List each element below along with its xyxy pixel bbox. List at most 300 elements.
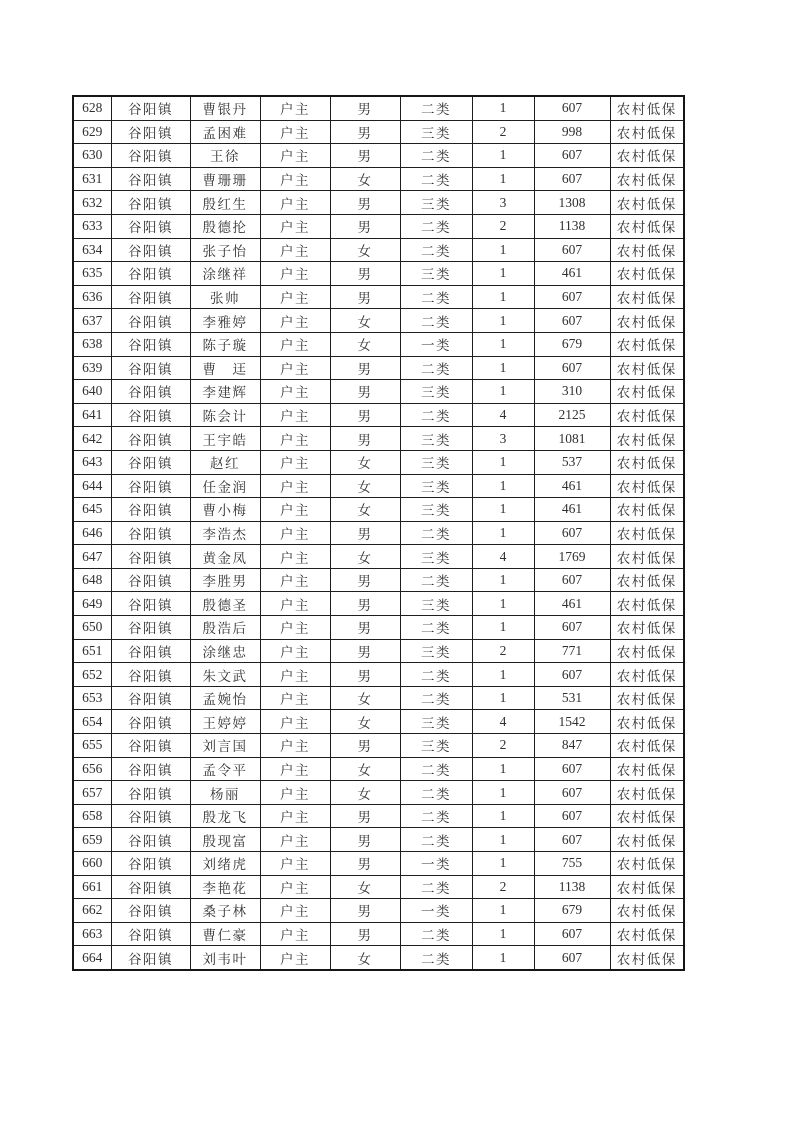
cell-aid-type: 农村低保	[610, 262, 684, 286]
cell-aid-type: 农村低保	[610, 120, 684, 144]
cell-gender: 女	[330, 757, 400, 781]
cell-aid-type: 农村低保	[610, 852, 684, 876]
cell-category: 三类	[400, 450, 472, 474]
cell-category: 三类	[400, 262, 472, 286]
cell-gender: 男	[330, 922, 400, 946]
cell-count: 1	[472, 498, 534, 522]
cell-amount: 607	[534, 781, 610, 805]
cell-relation: 户主	[260, 309, 330, 333]
cell-aid-type: 农村低保	[610, 804, 684, 828]
table-row	[73, 828, 684, 852]
cell-seq: 653	[73, 686, 111, 710]
table-row	[73, 120, 684, 144]
cell-amount: 607	[534, 238, 610, 262]
cell-aid-type: 农村低保	[610, 332, 684, 356]
cell-name: 陈会计	[190, 403, 260, 427]
table-row	[73, 899, 684, 923]
cell-relation: 户主	[260, 167, 330, 191]
cell-seq: 632	[73, 191, 111, 215]
cell-name: 李建辉	[190, 380, 260, 404]
cell-seq: 649	[73, 592, 111, 616]
table-row	[73, 427, 684, 451]
cell-relation: 户主	[260, 427, 330, 451]
cell-count: 1	[472, 852, 534, 876]
cell-seq: 650	[73, 616, 111, 640]
table-row	[73, 96, 684, 120]
cell-aid-type: 农村低保	[610, 498, 684, 522]
cell-aid-type: 农村低保	[610, 592, 684, 616]
cell-category: 二类	[400, 616, 472, 640]
table-row	[73, 144, 684, 168]
cell-name: 朱文武	[190, 663, 260, 687]
cell-count: 1	[472, 309, 534, 333]
cell-count: 1	[472, 262, 534, 286]
cell-aid-type: 农村低保	[610, 285, 684, 309]
cell-amount: 998	[534, 120, 610, 144]
cell-count: 1	[472, 96, 534, 120]
cell-count: 1	[472, 592, 534, 616]
cell-amount: 1542	[534, 710, 610, 734]
cell-gender: 男	[330, 804, 400, 828]
cell-town: 谷阳镇	[111, 120, 190, 144]
cell-category: 一类	[400, 332, 472, 356]
cell-relation: 户主	[260, 686, 330, 710]
cell-town: 谷阳镇	[111, 899, 190, 923]
cell-seq: 636	[73, 285, 111, 309]
cell-aid-type: 农村低保	[610, 427, 684, 451]
cell-relation: 户主	[260, 804, 330, 828]
cell-relation: 户主	[260, 144, 330, 168]
table-row	[73, 852, 684, 876]
cell-town: 谷阳镇	[111, 946, 190, 970]
table-row	[73, 262, 684, 286]
cell-town: 谷阳镇	[111, 191, 190, 215]
cell-gender: 男	[330, 427, 400, 451]
cell-name: 王徐	[190, 144, 260, 168]
cell-gender: 女	[330, 545, 400, 569]
cell-town: 谷阳镇	[111, 403, 190, 427]
cell-gender: 男	[330, 120, 400, 144]
cell-gender: 男	[330, 899, 400, 923]
cell-aid-type: 农村低保	[610, 922, 684, 946]
cell-seq: 642	[73, 427, 111, 451]
cell-relation: 户主	[260, 238, 330, 262]
cell-name: 殷德圣	[190, 592, 260, 616]
cell-name: 李胜男	[190, 568, 260, 592]
cell-seq: 639	[73, 356, 111, 380]
cell-category: 三类	[400, 592, 472, 616]
cell-relation: 户主	[260, 592, 330, 616]
cell-town: 谷阳镇	[111, 781, 190, 805]
cell-relation: 户主	[260, 852, 330, 876]
cell-name: 曹银丹	[190, 96, 260, 120]
cell-amount: 1308	[534, 191, 610, 215]
cell-name: 曹 迋	[190, 356, 260, 380]
cell-town: 谷阳镇	[111, 144, 190, 168]
cell-seq: 664	[73, 946, 111, 970]
table-row	[73, 356, 684, 380]
cell-name: 殷浩后	[190, 616, 260, 640]
cell-relation: 户主	[260, 568, 330, 592]
cell-name: 陈子璇	[190, 332, 260, 356]
cell-aid-type: 农村低保	[610, 639, 684, 663]
cell-aid-type: 农村低保	[610, 616, 684, 640]
table-row	[73, 592, 684, 616]
cell-seq: 659	[73, 828, 111, 852]
cell-amount: 607	[534, 757, 610, 781]
cell-town: 谷阳镇	[111, 427, 190, 451]
cell-count: 1	[472, 356, 534, 380]
cell-relation: 户主	[260, 380, 330, 404]
cell-town: 谷阳镇	[111, 639, 190, 663]
cell-name: 曹珊珊	[190, 167, 260, 191]
table-row	[73, 474, 684, 498]
cell-amount: 607	[534, 96, 610, 120]
cell-count: 1	[472, 663, 534, 687]
table-row	[73, 214, 684, 238]
cell-town: 谷阳镇	[111, 592, 190, 616]
cell-seq: 633	[73, 214, 111, 238]
cell-count: 1	[472, 474, 534, 498]
cell-relation: 户主	[260, 734, 330, 758]
cell-gender: 女	[330, 238, 400, 262]
cell-town: 谷阳镇	[111, 804, 190, 828]
cell-amount: 679	[534, 332, 610, 356]
cell-relation: 户主	[260, 639, 330, 663]
cell-aid-type: 农村低保	[610, 781, 684, 805]
cell-gender: 男	[330, 403, 400, 427]
cell-gender: 男	[330, 734, 400, 758]
cell-seq: 656	[73, 757, 111, 781]
cell-amount: 607	[534, 828, 610, 852]
cell-gender: 女	[330, 450, 400, 474]
cell-relation: 户主	[260, 96, 330, 120]
cell-relation: 户主	[260, 663, 330, 687]
cell-gender: 男	[330, 356, 400, 380]
cell-name: 桑子林	[190, 899, 260, 923]
cell-gender: 男	[330, 191, 400, 215]
cell-town: 谷阳镇	[111, 450, 190, 474]
cell-aid-type: 农村低保	[610, 757, 684, 781]
cell-category: 二类	[400, 214, 472, 238]
cell-relation: 户主	[260, 214, 330, 238]
cell-amount: 607	[534, 285, 610, 309]
cell-name: 王婷婷	[190, 710, 260, 734]
cell-seq: 647	[73, 545, 111, 569]
cell-count: 2	[472, 120, 534, 144]
cell-count: 1	[472, 804, 534, 828]
table-row	[73, 380, 684, 404]
cell-town: 谷阳镇	[111, 474, 190, 498]
cell-name: 张帅	[190, 285, 260, 309]
cell-category: 二类	[400, 356, 472, 380]
cell-gender: 男	[330, 521, 400, 545]
cell-gender: 女	[330, 875, 400, 899]
cell-category: 二类	[400, 144, 472, 168]
cell-category: 二类	[400, 521, 472, 545]
cell-category: 三类	[400, 734, 472, 758]
cell-category: 三类	[400, 120, 472, 144]
cell-count: 1	[472, 167, 534, 191]
table-row	[73, 498, 684, 522]
cell-gender: 女	[330, 710, 400, 734]
cell-name: 黄金凤	[190, 545, 260, 569]
cell-relation: 户主	[260, 781, 330, 805]
cell-seq: 635	[73, 262, 111, 286]
cell-aid-type: 农村低保	[610, 144, 684, 168]
cell-seq: 646	[73, 521, 111, 545]
cell-count: 4	[472, 403, 534, 427]
cell-seq: 660	[73, 852, 111, 876]
table-row	[73, 568, 684, 592]
cell-amount: 755	[534, 852, 610, 876]
cell-category: 二类	[400, 828, 472, 852]
cell-town: 谷阳镇	[111, 498, 190, 522]
cell-category: 二类	[400, 757, 472, 781]
cell-aid-type: 农村低保	[610, 545, 684, 569]
cell-aid-type: 农村低保	[610, 875, 684, 899]
cell-gender: 男	[330, 852, 400, 876]
cell-town: 谷阳镇	[111, 686, 190, 710]
table-row	[73, 238, 684, 262]
cell-seq: 645	[73, 498, 111, 522]
cell-aid-type: 农村低保	[610, 309, 684, 333]
cell-count: 3	[472, 191, 534, 215]
table-row	[73, 875, 684, 899]
cell-name: 涂继忠	[190, 639, 260, 663]
cell-town: 谷阳镇	[111, 285, 190, 309]
cell-amount: 847	[534, 734, 610, 758]
cell-relation: 户主	[260, 474, 330, 498]
cell-town: 谷阳镇	[111, 356, 190, 380]
cell-name: 涂继祥	[190, 262, 260, 286]
cell-count: 1	[472, 828, 534, 852]
cell-aid-type: 农村低保	[610, 191, 684, 215]
cell-seq: 638	[73, 332, 111, 356]
cell-relation: 户主	[260, 332, 330, 356]
cell-seq: 661	[73, 875, 111, 899]
cell-name: 张子怡	[190, 238, 260, 262]
table-row	[73, 191, 684, 215]
cell-aid-type: 农村低保	[610, 214, 684, 238]
cell-count: 1	[472, 568, 534, 592]
cell-category: 二类	[400, 875, 472, 899]
cell-gender: 女	[330, 781, 400, 805]
cell-town: 谷阳镇	[111, 710, 190, 734]
cell-name: 刘绪虎	[190, 852, 260, 876]
cell-category: 二类	[400, 663, 472, 687]
cell-category: 三类	[400, 545, 472, 569]
cell-name: 殷德抡	[190, 214, 260, 238]
cell-amount: 2125	[534, 403, 610, 427]
cell-gender: 男	[330, 616, 400, 640]
cell-relation: 户主	[260, 191, 330, 215]
cell-count: 1	[472, 238, 534, 262]
cell-relation: 户主	[260, 545, 330, 569]
cell-count: 3	[472, 427, 534, 451]
cell-seq: 663	[73, 922, 111, 946]
cell-category: 三类	[400, 474, 472, 498]
cell-name: 殷现富	[190, 828, 260, 852]
cell-relation: 户主	[260, 450, 330, 474]
cell-gender: 女	[330, 309, 400, 333]
cell-town: 谷阳镇	[111, 521, 190, 545]
cell-category: 一类	[400, 852, 472, 876]
table-row	[73, 710, 684, 734]
cell-amount: 1138	[534, 214, 610, 238]
cell-seq: 634	[73, 238, 111, 262]
table-row	[73, 922, 684, 946]
cell-seq: 662	[73, 899, 111, 923]
cell-category: 三类	[400, 639, 472, 663]
cell-relation: 户主	[260, 356, 330, 380]
cell-amount: 607	[534, 167, 610, 191]
cell-category: 二类	[400, 922, 472, 946]
cell-town: 谷阳镇	[111, 309, 190, 333]
cell-town: 谷阳镇	[111, 238, 190, 262]
cell-aid-type: 农村低保	[610, 403, 684, 427]
cell-gender: 男	[330, 592, 400, 616]
cell-category: 二类	[400, 781, 472, 805]
cell-category: 二类	[400, 309, 472, 333]
cell-count: 1	[472, 946, 534, 970]
cell-town: 谷阳镇	[111, 922, 190, 946]
cell-amount: 607	[534, 804, 610, 828]
cell-amount: 537	[534, 450, 610, 474]
cell-amount: 461	[534, 498, 610, 522]
cell-count: 1	[472, 450, 534, 474]
cell-town: 谷阳镇	[111, 380, 190, 404]
cell-gender: 女	[330, 474, 400, 498]
cell-name: 孟困难	[190, 120, 260, 144]
cell-gender: 男	[330, 214, 400, 238]
cell-count: 2	[472, 639, 534, 663]
cell-town: 谷阳镇	[111, 734, 190, 758]
table-row	[73, 804, 684, 828]
cell-seq: 628	[73, 96, 111, 120]
cell-town: 谷阳镇	[111, 616, 190, 640]
cell-count: 1	[472, 899, 534, 923]
table-body	[73, 96, 684, 970]
cell-gender: 女	[330, 498, 400, 522]
cell-amount: 1138	[534, 875, 610, 899]
table-row	[73, 781, 684, 805]
cell-category: 三类	[400, 427, 472, 451]
table-row	[73, 332, 684, 356]
cell-name: 刘言国	[190, 734, 260, 758]
cell-name: 殷龙飞	[190, 804, 260, 828]
cell-gender: 男	[330, 262, 400, 286]
cell-aid-type: 农村低保	[610, 663, 684, 687]
cell-gender: 男	[330, 96, 400, 120]
cell-aid-type: 农村低保	[610, 450, 684, 474]
cell-aid-type: 农村低保	[610, 686, 684, 710]
cell-seq: 644	[73, 474, 111, 498]
cell-count: 1	[472, 757, 534, 781]
cell-relation: 户主	[260, 922, 330, 946]
cell-town: 谷阳镇	[111, 545, 190, 569]
cell-category: 二类	[400, 238, 472, 262]
cell-town: 谷阳镇	[111, 875, 190, 899]
cell-count: 1	[472, 521, 534, 545]
cell-relation: 户主	[260, 403, 330, 427]
cell-category: 二类	[400, 686, 472, 710]
cell-count: 4	[472, 545, 534, 569]
cell-name: 刘韦叶	[190, 946, 260, 970]
cell-gender: 男	[330, 144, 400, 168]
table-row	[73, 686, 684, 710]
cell-town: 谷阳镇	[111, 167, 190, 191]
cell-count: 1	[472, 781, 534, 805]
cell-seq: 631	[73, 167, 111, 191]
cell-seq: 640	[73, 380, 111, 404]
cell-relation: 户主	[260, 757, 330, 781]
cell-category: 三类	[400, 498, 472, 522]
cell-count: 2	[472, 214, 534, 238]
cell-category: 二类	[400, 804, 472, 828]
cell-aid-type: 农村低保	[610, 356, 684, 380]
cell-town: 谷阳镇	[111, 262, 190, 286]
cell-name: 李艳花	[190, 875, 260, 899]
cell-aid-type: 农村低保	[610, 167, 684, 191]
cell-relation: 户主	[260, 899, 330, 923]
cell-amount: 1081	[534, 427, 610, 451]
cell-town: 谷阳镇	[111, 568, 190, 592]
cell-amount: 607	[534, 521, 610, 545]
cell-gender: 男	[330, 380, 400, 404]
cell-count: 1	[472, 922, 534, 946]
cell-name: 李雅婷	[190, 309, 260, 333]
cell-aid-type: 农村低保	[610, 521, 684, 545]
cell-gender: 女	[330, 686, 400, 710]
cell-name: 李浩杰	[190, 521, 260, 545]
cell-category: 三类	[400, 710, 472, 734]
cell-aid-type: 农村低保	[610, 734, 684, 758]
cell-count: 2	[472, 875, 534, 899]
cell-town: 谷阳镇	[111, 757, 190, 781]
table-row	[73, 285, 684, 309]
cell-seq: 641	[73, 403, 111, 427]
cell-amount: 607	[534, 356, 610, 380]
cell-aid-type: 农村低保	[610, 710, 684, 734]
cell-gender: 男	[330, 828, 400, 852]
cell-seq: 630	[73, 144, 111, 168]
cell-aid-type: 农村低保	[610, 474, 684, 498]
cell-count: 2	[472, 734, 534, 758]
cell-count: 1	[472, 144, 534, 168]
cell-aid-type: 农村低保	[610, 899, 684, 923]
cell-amount: 679	[534, 899, 610, 923]
cell-amount: 607	[534, 663, 610, 687]
cell-count: 1	[472, 285, 534, 309]
cell-category: 二类	[400, 403, 472, 427]
cell-name: 曹小梅	[190, 498, 260, 522]
cell-amount: 607	[534, 946, 610, 970]
cell-aid-type: 农村低保	[610, 380, 684, 404]
cell-relation: 户主	[260, 710, 330, 734]
table-row	[73, 545, 684, 569]
cell-category: 二类	[400, 167, 472, 191]
cell-name: 赵红	[190, 450, 260, 474]
cell-amount: 1769	[534, 545, 610, 569]
cell-seq: 658	[73, 804, 111, 828]
table-row	[73, 757, 684, 781]
cell-amount: 461	[534, 474, 610, 498]
cell-relation: 户主	[260, 521, 330, 545]
cell-category: 二类	[400, 96, 472, 120]
cell-amount: 607	[534, 144, 610, 168]
cell-amount: 310	[534, 380, 610, 404]
